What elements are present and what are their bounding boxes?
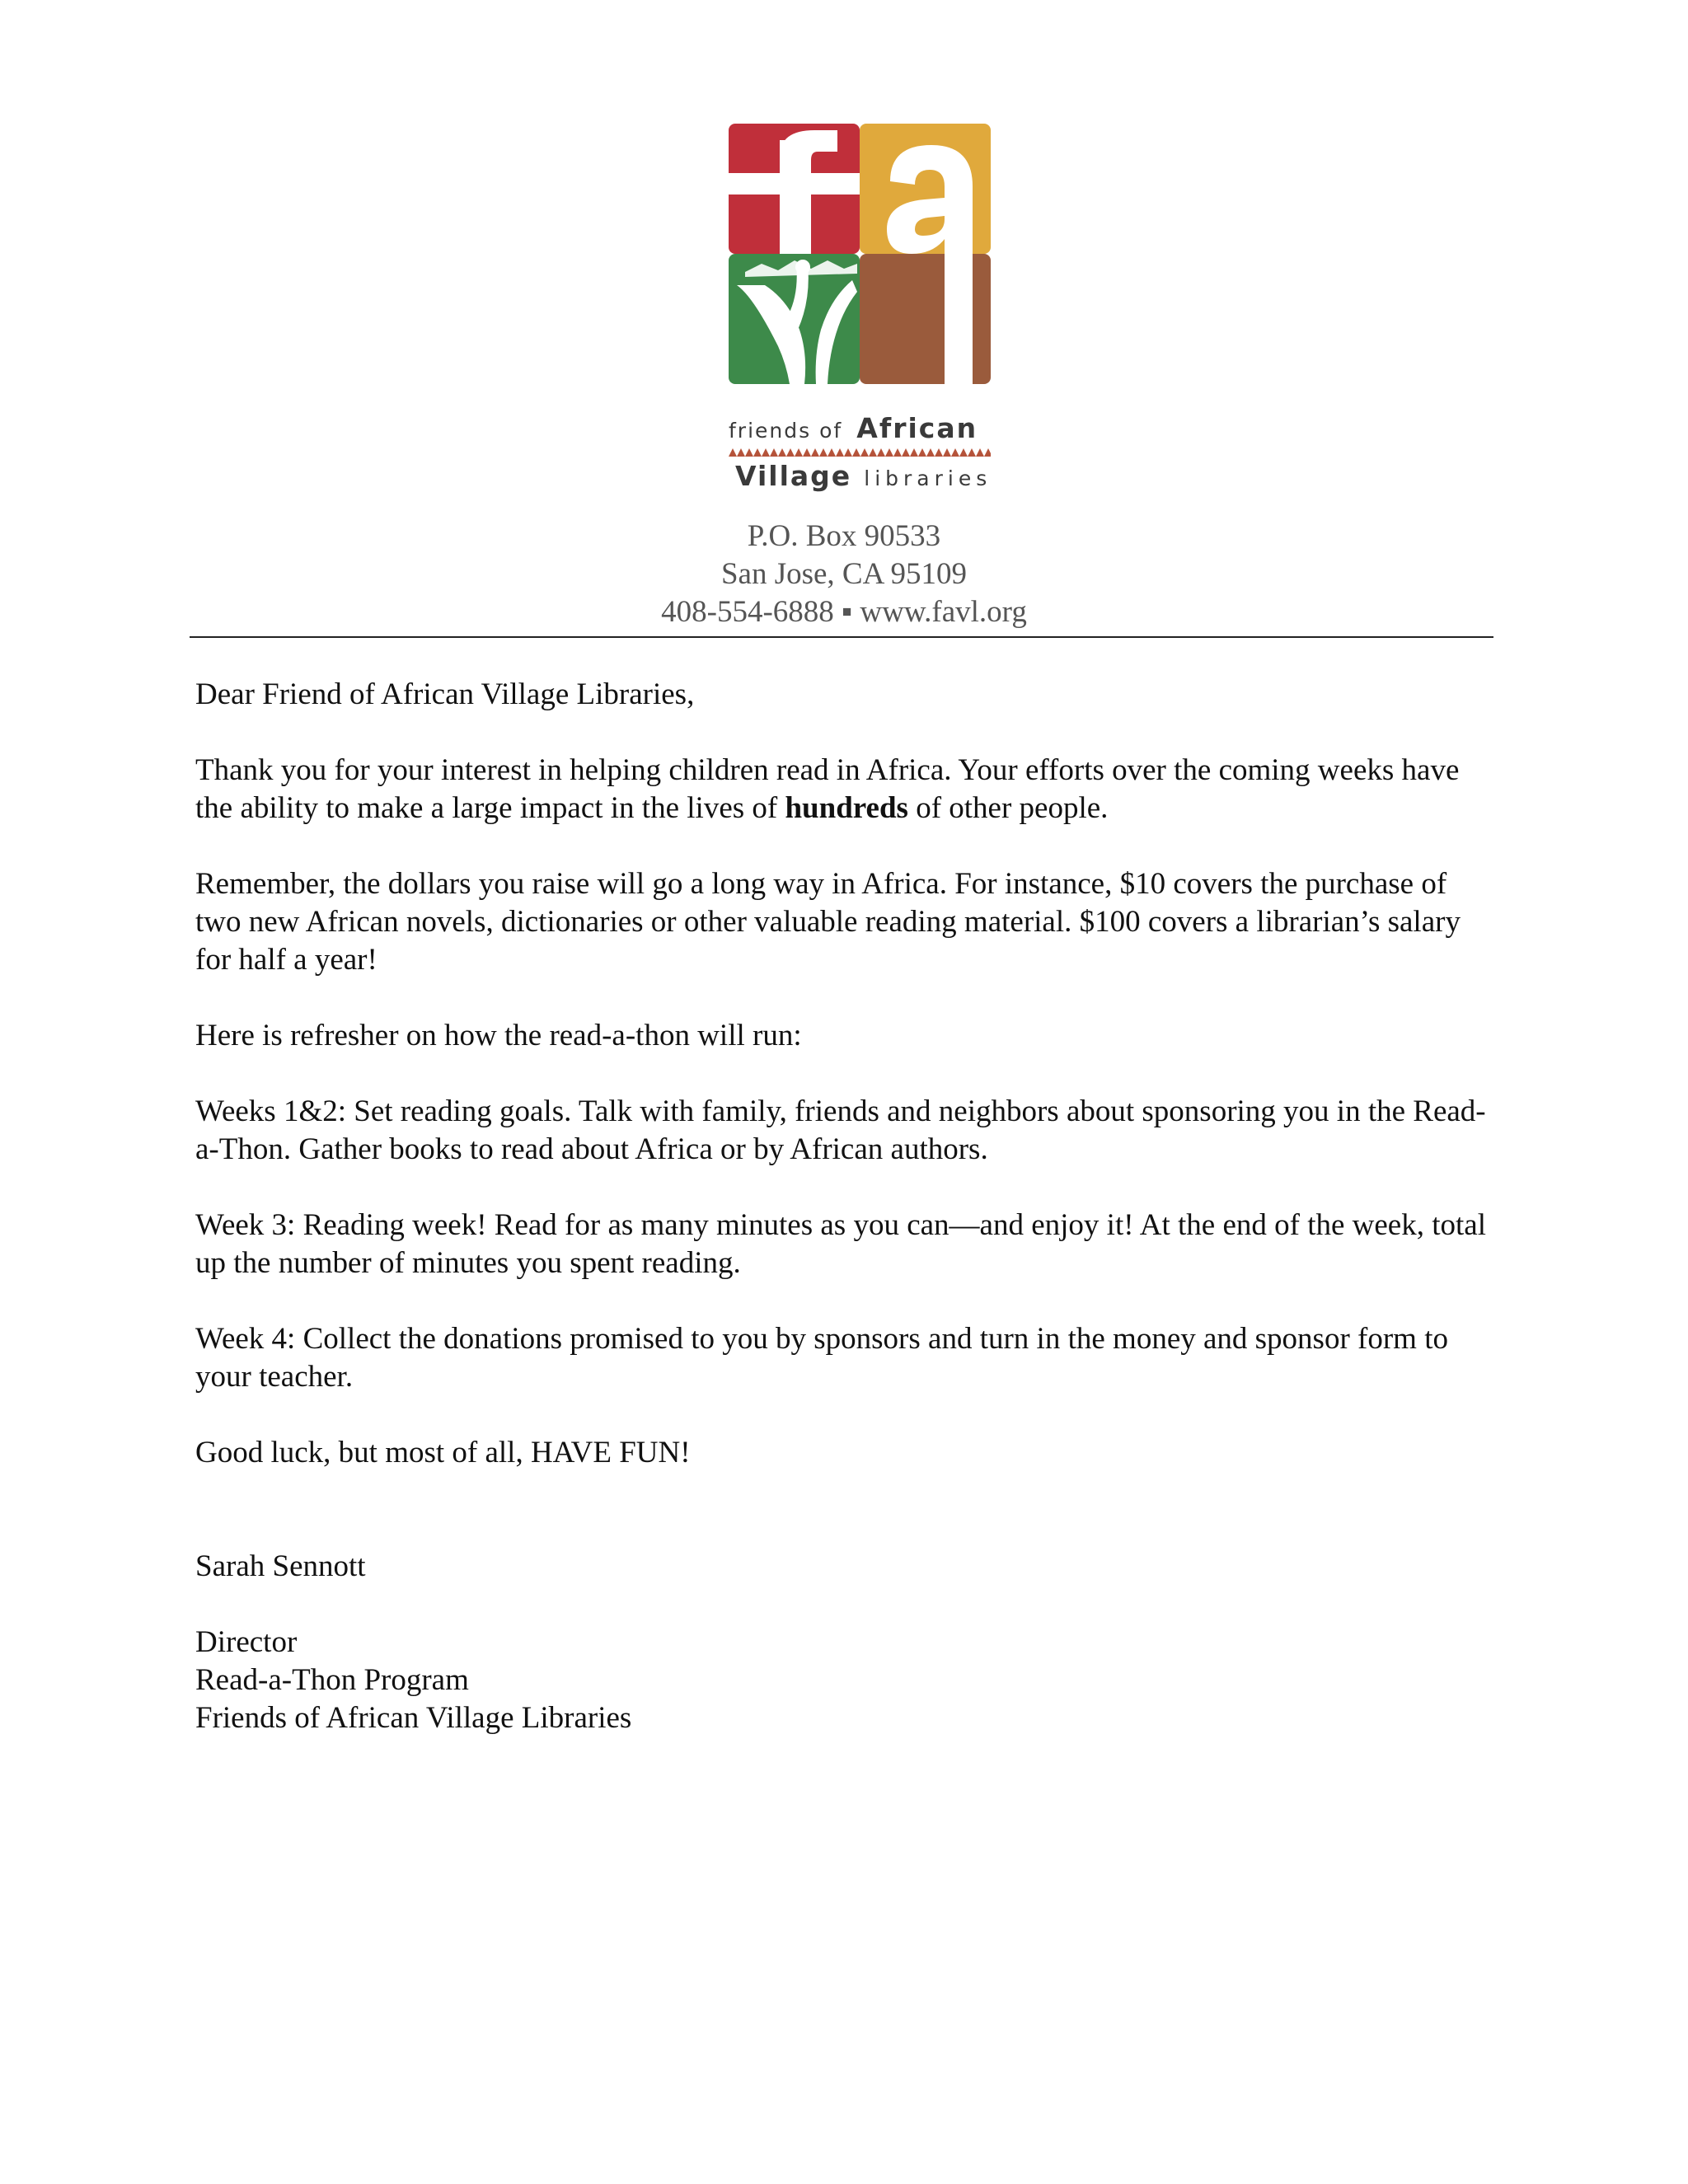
signer-title-organization: Friends of African Village Libraries [195, 1701, 632, 1735]
address-phone-web: 408-554-6888 ▪ www.favl.org [661, 595, 1027, 629]
signer-name: Sarah Sennott [195, 1549, 366, 1583]
letter-salutation: Dear Friend of African Village Libraries, [195, 677, 695, 711]
letter-paragraph-2: Remember, the dollars you raise will go a long way in Africa. For instance, $10 covers the purchase of two new African novels, dictionaries or other valuable reading material. $100 covers a librarian’s salary for half a year! [195, 867, 1461, 977]
signer-title-program: Read-a-Thon Program [195, 1663, 469, 1697]
wordmark-zigzag-divider [729, 448, 991, 457]
letter-body [195, 676, 1498, 1737]
letter-paragraph-week-4: Week 4: Collect the donations promised to you by sponsors and turn in the money and sponsor form to your teacher. [195, 1322, 1448, 1394]
paragraph-1-bold-hundreds: hundreds [785, 791, 908, 825]
address-po-box: P.O. Box 90533 [747, 519, 941, 553]
letter-paragraph-3: Here is refresher on how the read-a-thon will run: [195, 1019, 802, 1052]
signer-title-director: Director [195, 1625, 298, 1659]
letter-closing: Good luck, but most of all, HAVE FUN! [195, 1436, 691, 1469]
letter-paragraph-weeks-1-2: Weeks 1&2: Set reading goals. Talk with family, friends and neighbors about sponsoring you in the Read-a-Thon. Gather books to read about Africa or by African authors. [195, 1094, 1486, 1166]
logo-letter-l [945, 254, 973, 384]
paragraph-1-text-end: of other people. [907, 791, 1109, 825]
favl-logo [729, 124, 991, 384]
paragraph-1-text-start: Thank you for your interest in helping children read in Africa. Your efforts over the coming weeks have the ability to make a large impact in the lives of [195, 753, 1460, 825]
wordmark-african: African [856, 412, 978, 444]
letter-paragraph-week-3: Week 3: Reading week! Read for as many minutes as you can—and enjoy it! At the end of the week, total up the number of minutes you spent reading. [195, 1208, 1486, 1280]
letterhead-address [0, 518, 1688, 631]
wordmark-friends-of: friends of [729, 419, 843, 443]
wordmark-libraries: libraries [864, 466, 992, 490]
letterhead-divider [190, 636, 1493, 638]
favl-wordmark [729, 412, 1001, 494]
letter-paragraph-1 [195, 752, 1498, 827]
wordmark-village: Village [735, 460, 852, 492]
address-city: San Jose, CA 95109 [720, 557, 968, 591]
